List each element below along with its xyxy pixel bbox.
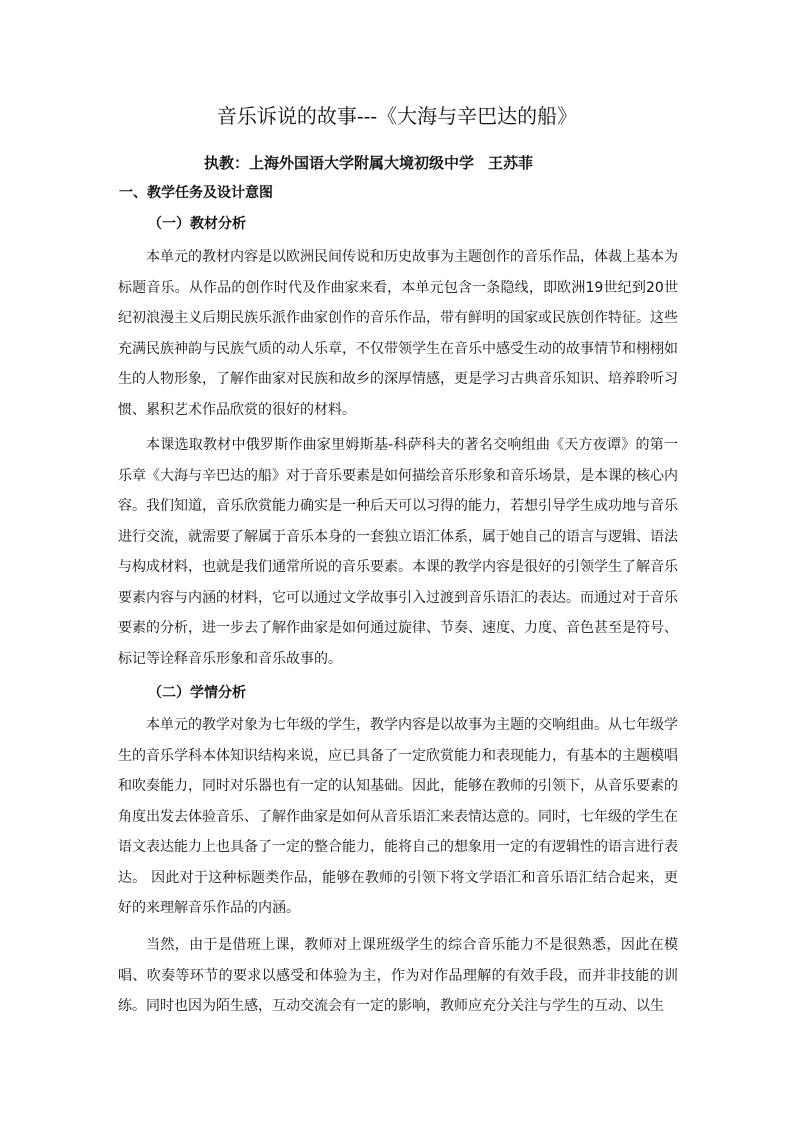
paragraph-student-2: 当然，由于是借班上课，教师对上课班级学生的综合音乐能力不是很熟悉，因此在模唱、吹奏等环节的要求以感受和体验为主，作为对作品理解的有效手段，而并非技能的训练。同时也因为陌生感，互动交流会有一定的影响，教师应充分关注与学生的互动、以生: [118, 937, 678, 1014]
section-heading-teaching-tasks: 一、教学任务及设计意图: [119, 185, 273, 201]
paragraph-textbook-2: 本课选取教材中俄罗斯作曲家里姆斯基-科萨科夫的著名交响组曲《天方夜谭》的第一乐章《大海与辛巴达的船》对于音乐要素是如何描绘音乐形象和音乐场景，是本课的核心内容。我们知道，音乐欣赏能力确实是一种后天可以习得的能力，若想引导学生成功地与音乐进行交流，就需要了解属于音乐本身的一套独立语汇体系，属于她自己的语言与逻辑、语法与构成材料，也就是我们通常所说的音乐要素。本课的教学内容是很好的引领学生了解音乐要素内容与内涵的材料，它可以通过文学故事引入过渡到音乐语汇的表达。而通过对于音乐要素的分析，进一步去了解作曲家是如何通过旋律、节奏、速度、力度、音色甚至是符号、标记等诠释音乐形象和音乐故事的。: [118, 437, 678, 667]
paragraph-textbook-1: 本单元的教材内容是以欧洲民间传说和历史故事为主题创作的音乐作品，体裁上基本为标题音乐。从作品的创作时代及作曲家来看，本单元包含一条隐线，即欧洲19世纪到20世纪初浪漫主义后期民族乐派作曲家创作的音乐作品，带有鲜明的国家或民族创作特征。这些充满民族神韵与民族气质的动人乐章，不仅带领学生在音乐中感受生动的故事情节和栩栩如生的人物形象，了解作曲家对民族和故乡的深厚情感，更是学习古典音乐知识、培养聆听习惯、累积艺术作品欣赏的很好的材料。: [118, 249, 678, 418]
subheading-student-analysis: （二）学情分析: [148, 685, 246, 701]
teacher-line: [204, 151, 533, 175]
teacher-name: 王苏菲: [488, 154, 534, 172]
teacher-school: 执教：上海外国语大学附属大境初级中学: [204, 154, 475, 172]
document-title: 音乐诉说的故事---《大海与辛巴达的船》: [216, 104, 578, 128]
subheading-textbook-analysis: （一）教材分析: [148, 216, 246, 232]
paragraph-student-1: 本单元的教学对象为七年级的学生，教学内容是以故事为主题的交响组曲。从七年级学生的音乐学科本体知识结构来说，应已具备了一定欣赏能力和表现能力，有基本的主题模唱和吹奏能力，同时对乐器也有一定的认知基础。因此，能够在教师的引领下，从音乐要素的角度出发去体验音乐、了解作曲家是如何从音乐语汇来表情达意的。同时，七年级的学生在语文表达能力上也具备了一定的整合能力，能将自己的想象用一定的有逻辑性的语言进行表达。 因此对于这种标题类作品，能够在教师的引领下将文学语汇和音乐语汇结合起来，更好的来理解音乐作品的内涵。: [118, 717, 678, 916]
